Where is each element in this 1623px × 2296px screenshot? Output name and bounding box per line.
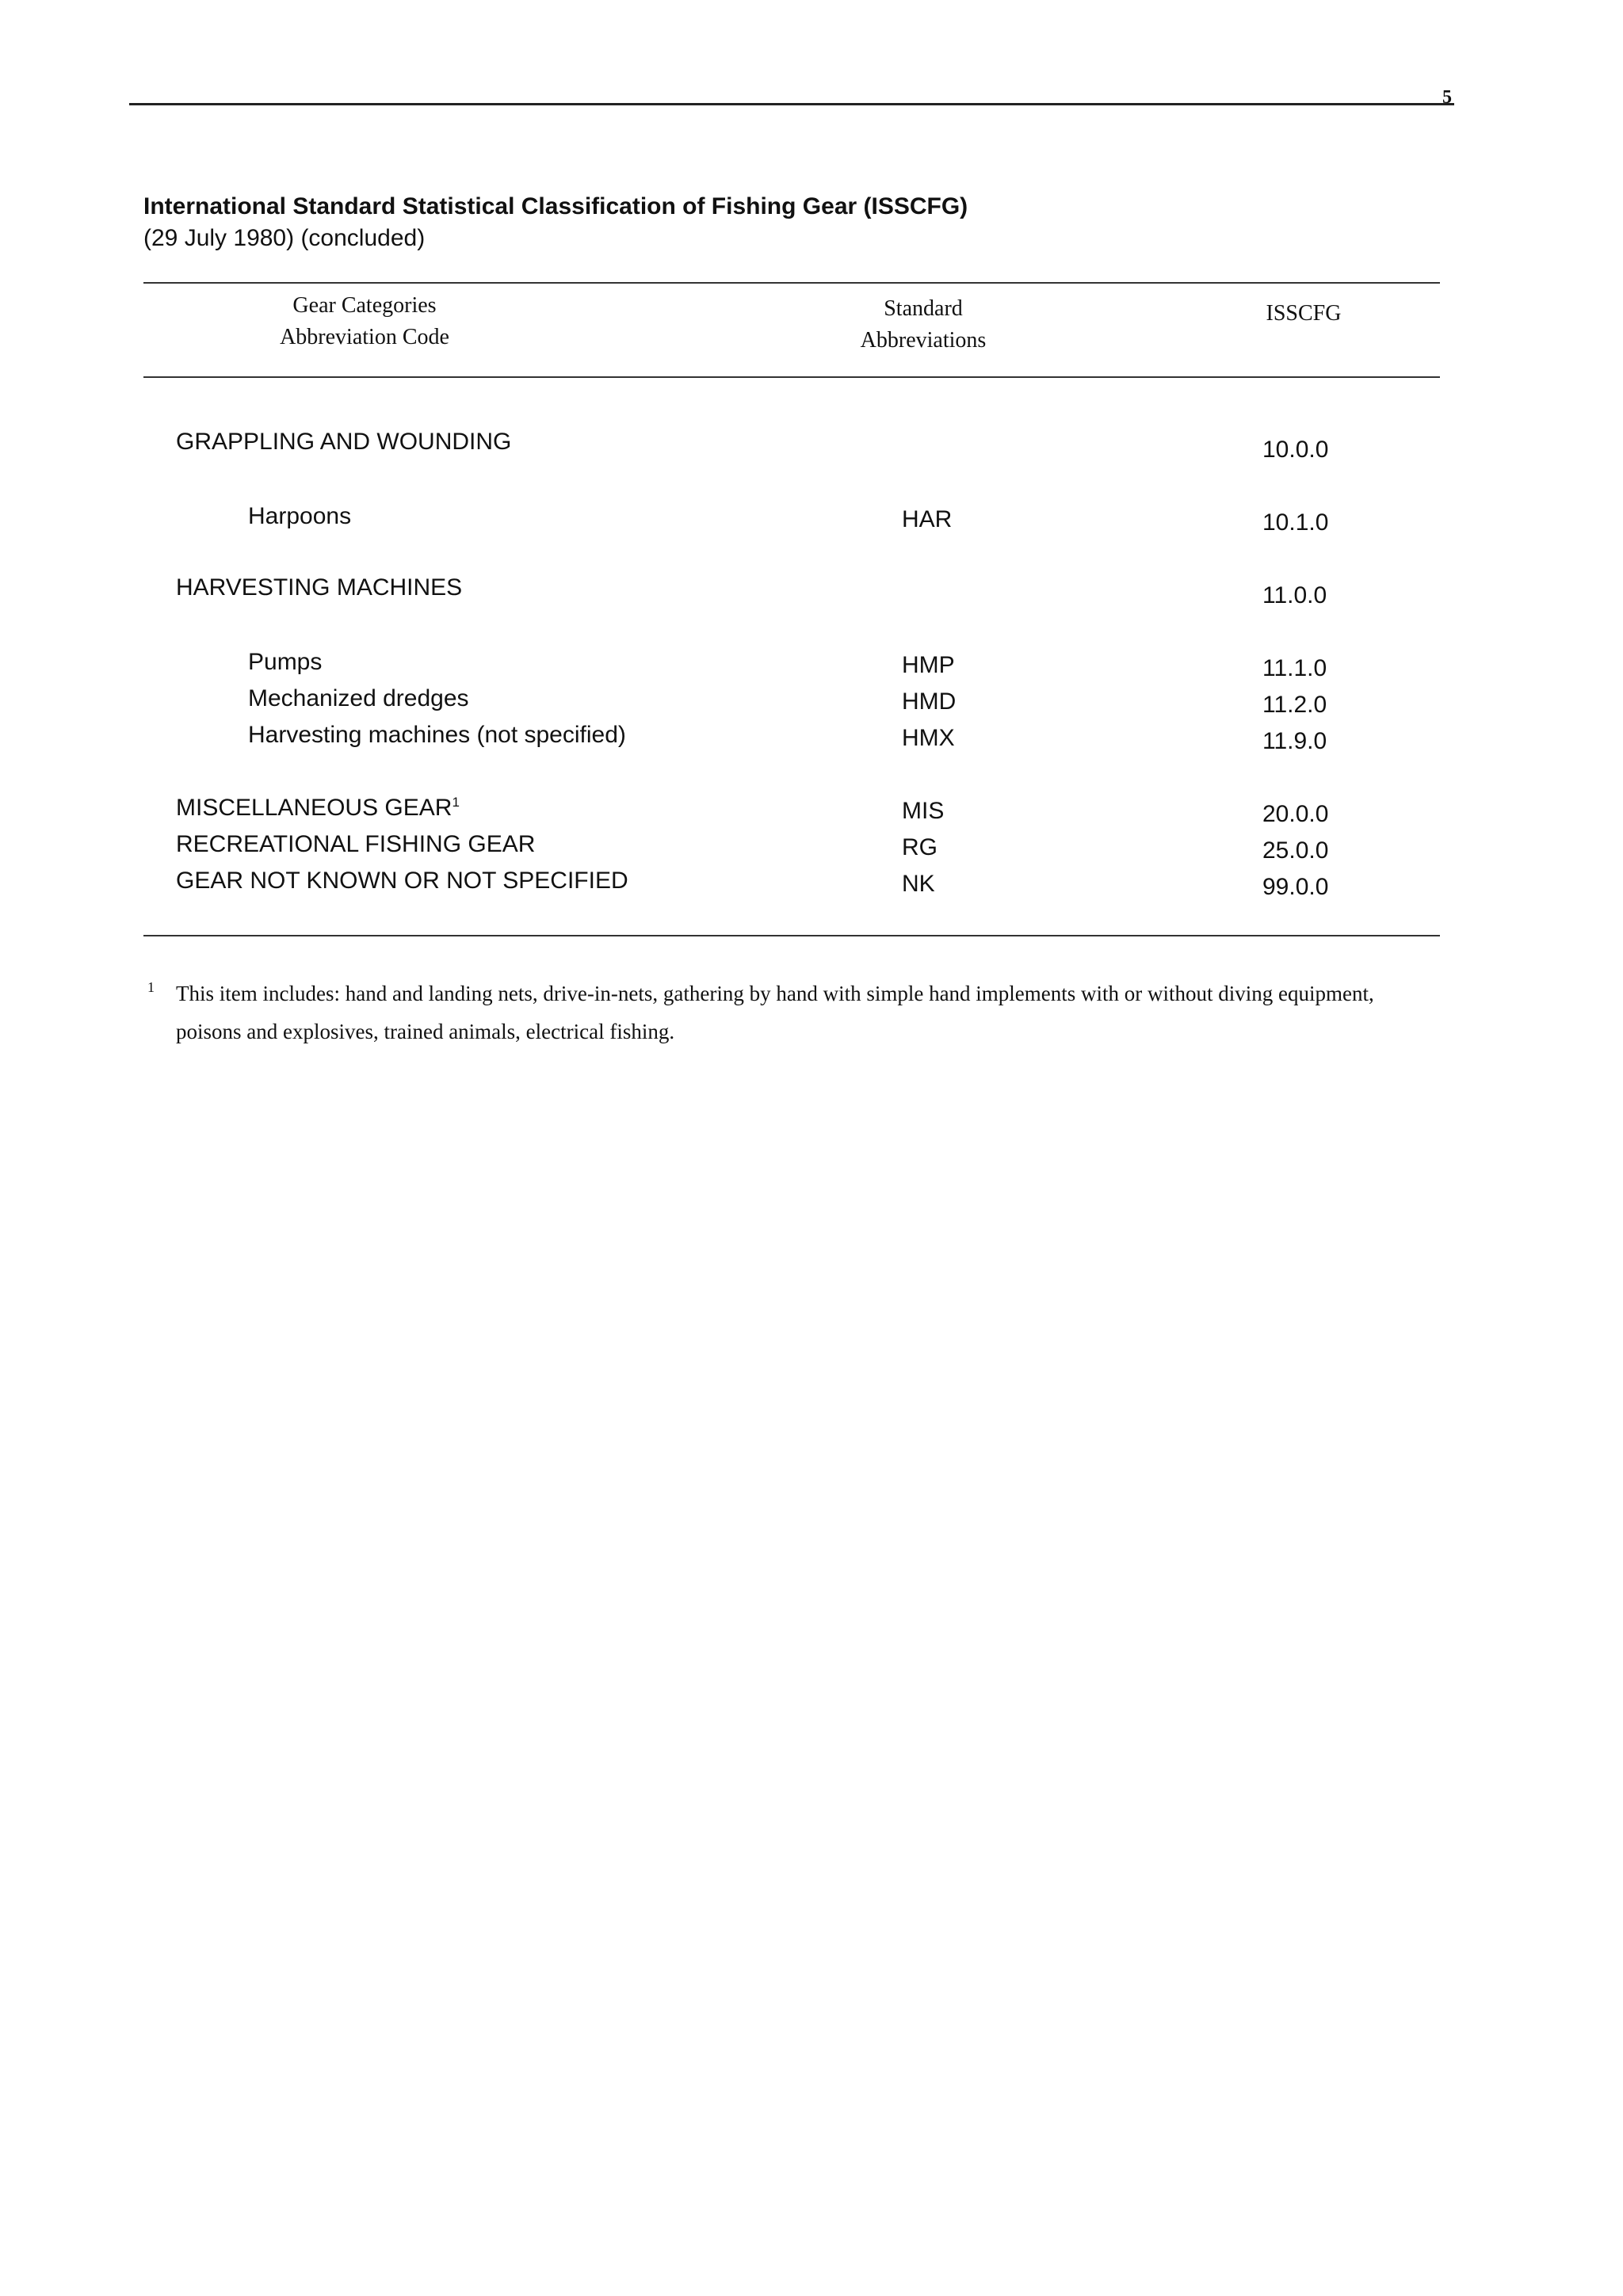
header-standard-line1: Standard	[884, 296, 963, 321]
table-top-rule	[143, 282, 1440, 284]
abbr-cell: MIS	[902, 798, 945, 824]
isscfg-code-cell: 20.0.0	[1262, 801, 1329, 827]
header-isscfg: ISSCFG	[1266, 301, 1342, 326]
page-subtitle: (29 July 1980) (concluded)	[143, 225, 426, 251]
isscfg-code-cell: 10.0.0	[1262, 437, 1329, 463]
isscfg-code-cell: 11.0.0	[1262, 582, 1327, 608]
top-rule	[129, 103, 1454, 105]
isscfg-code-cell: 99.0.0	[1262, 874, 1329, 900]
category-cell: Mechanized dredges	[248, 685, 469, 711]
footnote-mark: 1	[147, 979, 155, 995]
header-bottom-rule	[143, 376, 1440, 378]
footnote-ref: 1	[452, 795, 460, 810]
category-cell: HARVESTING MACHINES	[176, 574, 463, 601]
footnote-text: This item includes: hand and landing nets, drive-in-nets, gathering by hand with simple hand implements with or without diving equipment, poisons and explosives, trained animals, electrical fishing.	[176, 982, 1374, 1043]
category-text: MISCELLANEOUS GEAR	[176, 795, 453, 821]
page-number: 5	[1442, 87, 1452, 108]
isscfg-code-cell: 25.0.0	[1262, 837, 1329, 864]
category-cell	[176, 794, 460, 822]
header-gear-categories-line2: Abbreviation Code	[280, 325, 449, 349]
abbr-cell: HAR	[902, 506, 953, 532]
category-cell: Harvesting machines (not specified)	[248, 722, 626, 748]
header-gear-categories	[222, 290, 507, 353]
abbr-cell: HMD	[902, 688, 957, 715]
abbr-cell: HMX	[902, 725, 955, 751]
abbr-cell: NK	[902, 871, 935, 897]
category-cell: Harpoons	[248, 503, 352, 529]
category-cell: Pumps	[248, 649, 323, 675]
category-cell: GEAR NOT KNOWN OR NOT SPECIFIED	[176, 868, 628, 894]
isscfg-code-cell: 11.1.0	[1262, 655, 1327, 681]
category-cell: GRAPPLING AND WOUNDING	[176, 429, 512, 455]
abbr-cell: RG	[902, 834, 938, 860]
isscfg-code-cell: 11.9.0	[1262, 728, 1327, 754]
header-gear-categories-line1: Gear Categories	[292, 293, 437, 318]
isscfg-code-cell: 10.1.0	[1262, 509, 1329, 536]
header-standard-line2: Abbreviations	[860, 328, 987, 353]
page-title: International Standard Statistical Classification of Fishing Gear (ISSCFG)	[143, 193, 968, 219]
isscfg-code-cell: 11.2.0	[1262, 692, 1327, 718]
category-cell: RECREATIONAL FISHING GEAR	[176, 831, 536, 857]
abbr-cell: HMP	[902, 652, 955, 678]
header-standard-abbreviations	[832, 293, 1014, 357]
table-bottom-rule	[143, 935, 1440, 936]
